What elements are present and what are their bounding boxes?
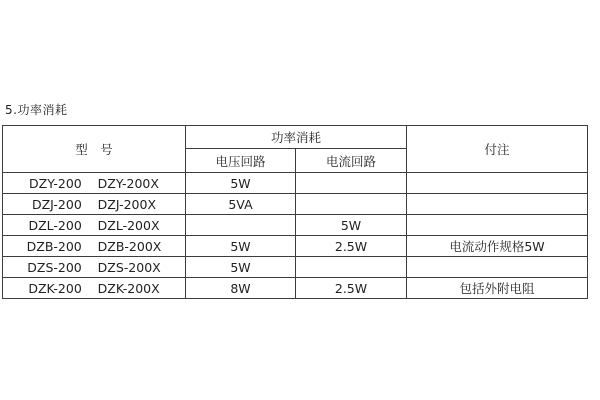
cell-current-circuit: 2.5W (296, 278, 407, 299)
cell-current-circuit: 2.5W (296, 236, 407, 257)
cell-model: DZK-200 DZK-200X (3, 278, 186, 299)
section-title: 5.功率消耗 (5, 103, 68, 117)
col-header-voltage-circuit: 电压回路 (186, 149, 296, 173)
cell-model: DZL-200 DZL-200X (3, 215, 186, 236)
cell-model: DZJ-200 DZJ-200X (3, 194, 186, 215)
cell-model: DZS-200 DZS-200X (3, 257, 186, 278)
col-header-power-group: 功率消耗 (186, 126, 407, 149)
cell-voltage-circuit: 5W (186, 236, 296, 257)
header-row-top (3, 126, 588, 149)
cell-note (407, 173, 588, 194)
col-header-current-circuit: 电流回路 (296, 149, 407, 173)
table-row (3, 278, 588, 299)
cell-voltage-circuit: 8W (186, 278, 296, 299)
col-header-notes: 付注 (407, 126, 588, 173)
cell-note (407, 194, 588, 215)
cell-voltage-circuit (186, 215, 296, 236)
cell-model: DZB-200 DZB-200X (3, 236, 186, 257)
cell-voltage-circuit: 5W (186, 257, 296, 278)
cell-current-circuit (296, 194, 407, 215)
cell-note: 包括外附电阻 (407, 278, 588, 299)
table-row (3, 257, 588, 278)
col-header-model: 型 号 (3, 126, 186, 173)
cell-current-circuit (296, 257, 407, 278)
cell-current-circuit: 5W (296, 215, 407, 236)
cell-note (407, 257, 588, 278)
table-row (3, 173, 588, 194)
table-row (3, 236, 588, 257)
cell-note: 电流动作规格5W (407, 236, 588, 257)
cell-voltage-circuit: 5VA (186, 194, 296, 215)
table-row (3, 215, 588, 236)
cell-note (407, 215, 588, 236)
cell-voltage-circuit: 5W (186, 173, 296, 194)
cell-current-circuit (296, 173, 407, 194)
power-consumption-table (2, 125, 588, 299)
table-row (3, 194, 588, 215)
cell-model: DZY-200 DZY-200X (3, 173, 186, 194)
